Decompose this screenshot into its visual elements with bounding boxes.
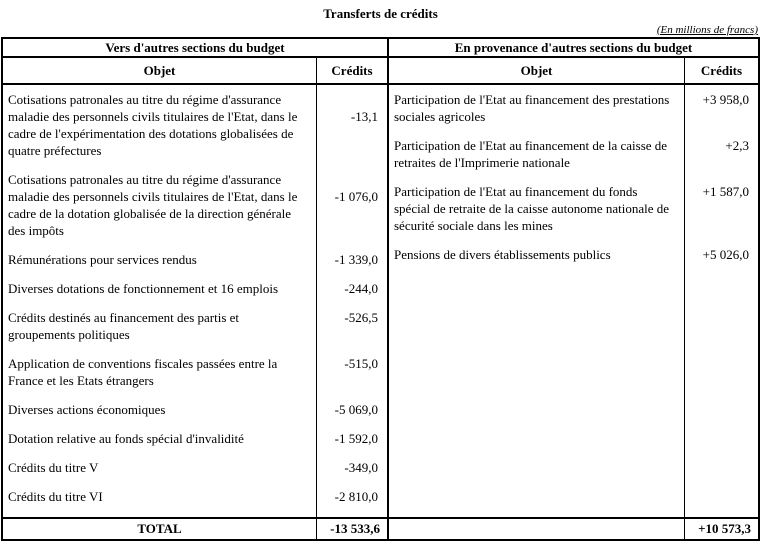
row-objet: Cotisations patronales au titre du régime d'assurance maladie des personnels civils titulaires de l'Etat, dans le cadre de l'expérimentation des dotations globalisées de quatre préfectures xyxy=(3,85,317,171)
page-title: Transferts de crédits xyxy=(323,6,438,21)
table-row xyxy=(3,430,387,459)
row-credits: -526,5 xyxy=(344,310,378,325)
table-row xyxy=(389,85,758,137)
left-section-header: Vers d'autres sections du budget xyxy=(3,39,387,58)
row-objet: Pensions de divers établissements publics xyxy=(389,246,685,275)
row-objet: Diverses dotations de fonctionnement et 16 emplois xyxy=(3,280,317,309)
empty-filler-row xyxy=(389,275,758,517)
row-objet: Participation de l'Etat au financement de la caisse de retraites de l'Imprimerie nationale xyxy=(389,137,685,183)
row-objet: Dotation relative au fonds spécial d'invalidité xyxy=(3,430,317,459)
row-objet: Cotisations patronales au titre du régime d'assurance maladie des personnels civils titulaires de l'Etat, dans le cadre de la dotation globalisée de la direction générale des impôts xyxy=(3,171,317,251)
table-row xyxy=(3,459,387,488)
row-credits: +5 026,0 xyxy=(702,247,749,262)
left-column-headers xyxy=(3,58,387,85)
row-objet: Crédits du titre V xyxy=(3,459,317,488)
row-objet: Crédits du titre VI xyxy=(3,488,317,517)
row-credits: +1 587,0 xyxy=(702,184,749,199)
left-total-value: -13 533,6 xyxy=(330,521,380,536)
document-page xyxy=(0,6,761,548)
unit-note: (En millions de francs) xyxy=(656,24,758,36)
row-credits: -5 069,0 xyxy=(334,402,378,417)
right-col-header-credits: Crédits xyxy=(700,63,743,78)
table-row xyxy=(3,309,387,355)
right-total-row xyxy=(389,517,758,539)
table-row xyxy=(3,355,387,401)
table-row xyxy=(3,280,387,309)
left-col-header-objet: Objet xyxy=(3,58,317,83)
right-section-header: En provenance d'autres sections du budget xyxy=(389,39,758,58)
row-credits: -1 076,0 xyxy=(334,189,378,204)
row-credits: -349,0 xyxy=(344,460,378,475)
row-objet: Application de conventions fiscales passées entre la France et les Etats étrangers xyxy=(3,355,317,401)
section-from-other-budget-sections xyxy=(389,39,758,539)
left-total-row xyxy=(3,517,387,539)
right-total-value: +10 573,3 xyxy=(698,521,751,536)
table-row xyxy=(3,171,387,251)
row-credits: +2,3 xyxy=(725,138,749,153)
row-objet: Rémunérations pour services rendus xyxy=(3,251,317,280)
row-credits: -13,1 xyxy=(350,109,378,124)
transfers-table xyxy=(1,37,760,541)
left-total-label: TOTAL xyxy=(3,519,317,539)
left-table-body xyxy=(3,85,387,517)
right-table-body xyxy=(389,85,758,517)
row-objet: Participation de l'Etat au financement des prestations sociales agricoles xyxy=(389,85,685,137)
left-col-header-credits: Crédits xyxy=(331,63,373,78)
row-credits: +3 958,0 xyxy=(702,92,749,107)
right-total-label xyxy=(389,519,685,539)
table-row xyxy=(3,251,387,280)
table-row xyxy=(389,183,758,246)
row-objet: Diverses actions économiques xyxy=(3,401,317,430)
row-objet: Crédits destinés au financement des partis et groupements politiques xyxy=(3,309,317,355)
table-row xyxy=(3,85,387,171)
row-objet xyxy=(389,275,685,517)
row-credits: -1 339,0 xyxy=(334,252,378,267)
right-col-header-objet: Objet xyxy=(389,58,685,83)
section-to-other-budget-sections xyxy=(3,39,389,539)
row-credits: -515,0 xyxy=(344,356,378,371)
right-column-headers xyxy=(389,58,758,85)
row-credits xyxy=(685,275,758,517)
row-objet: Participation de l'Etat au financement du fonds spécial de retraite de la caisse autonome nationale de sécurité sociale dans les mines xyxy=(389,183,685,246)
table-row xyxy=(3,488,387,517)
table-row xyxy=(389,246,758,275)
table-row xyxy=(389,137,758,183)
table-row xyxy=(3,401,387,430)
row-credits: -2 810,0 xyxy=(334,489,378,504)
row-credits: -1 592,0 xyxy=(334,431,378,446)
row-credits: -244,0 xyxy=(344,281,378,296)
